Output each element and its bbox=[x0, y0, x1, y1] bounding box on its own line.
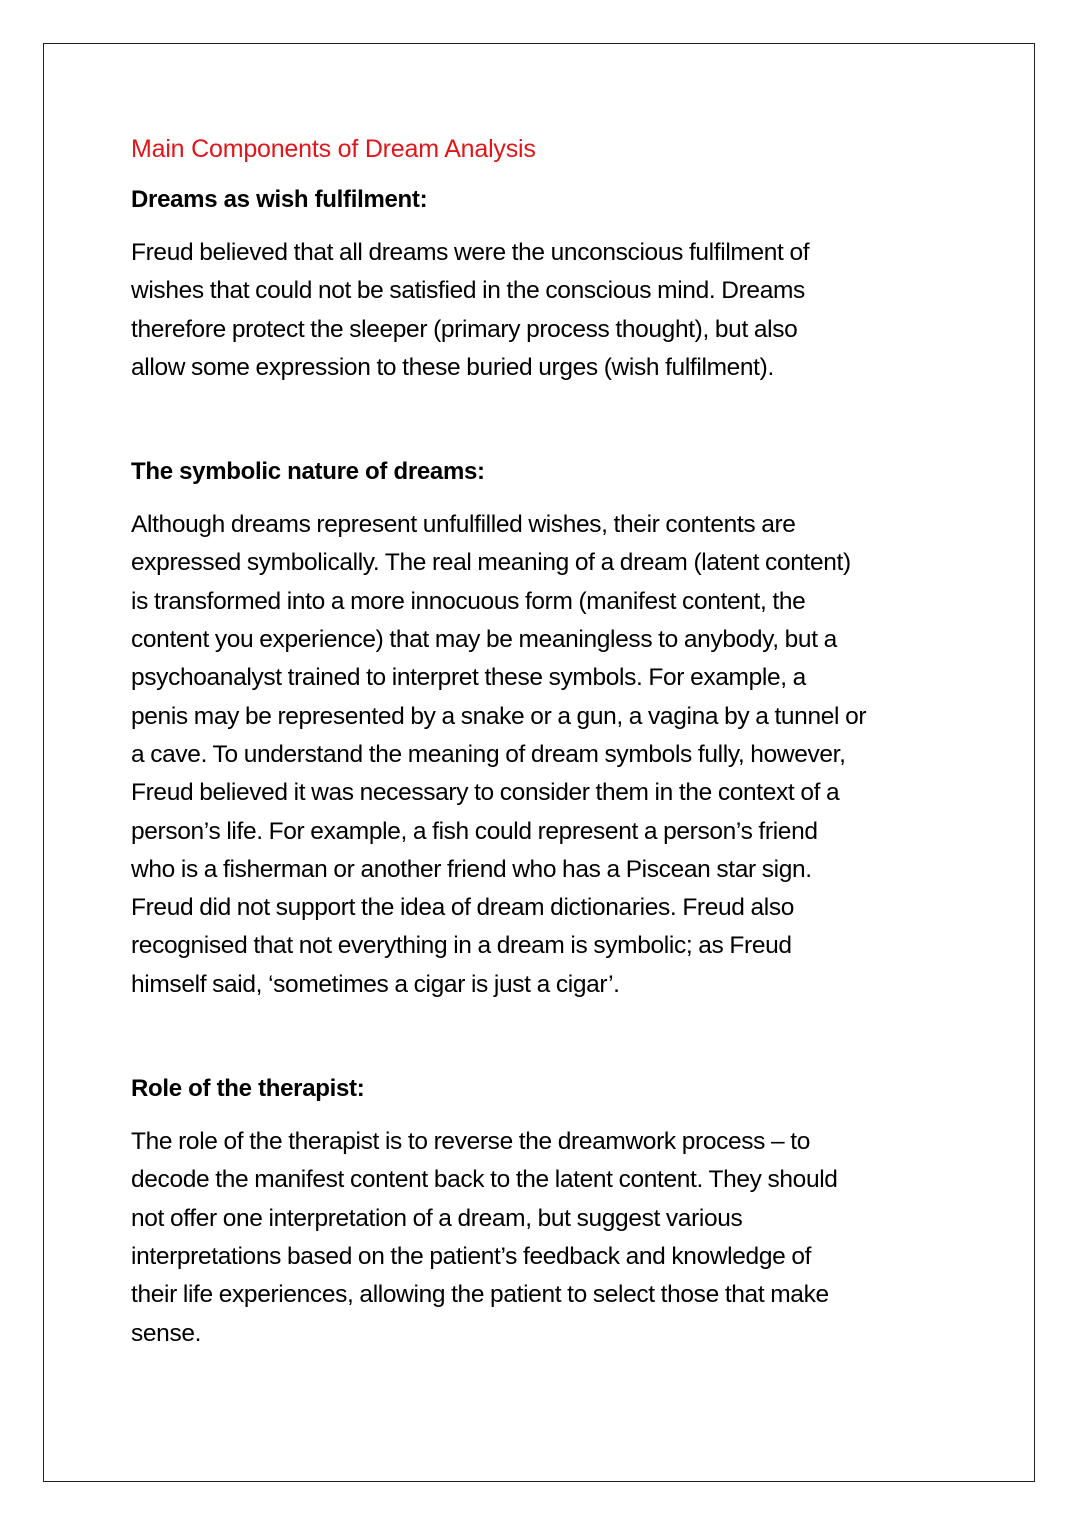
section-symbolic-nature bbox=[131, 454, 961, 1004]
text-line: wishes that could not be satisfied in the conscious mind. Dreams bbox=[131, 277, 805, 305]
text-line: who is a fisherman or another friend who has a Piscean star sign. bbox=[131, 855, 812, 883]
text-line: Freud did not support the idea of dream dictionaries. Freud also bbox=[131, 894, 795, 922]
text-line: expressed symbolically. The real meaning of a dream (latent content) bbox=[131, 549, 851, 577]
section-paragraph bbox=[131, 1123, 961, 1353]
section-role-of-therapist bbox=[131, 1071, 961, 1353]
document-content bbox=[131, 131, 961, 1353]
section-wish-fulfilment bbox=[131, 182, 961, 387]
text-line: recognised that not everything in a dream is symbolic; as Freud bbox=[131, 932, 792, 960]
text-line: person’s life. For example, a fish could represent a person’s friend bbox=[131, 817, 818, 845]
text-line: allow some expression to these buried urges (wish fulfilment). bbox=[131, 353, 774, 381]
text-line: therefore protect the sleeper (primary process thought), but also bbox=[131, 315, 798, 343]
text-line: content you experience) that may be meaningless to anybody, but a bbox=[131, 626, 837, 654]
text-line: Freud believed it was necessary to consider them in the context of a bbox=[131, 779, 840, 807]
section-heading: Dreams as wish fulfilment: bbox=[131, 186, 428, 213]
section-paragraph bbox=[131, 506, 961, 1004]
text-line: their life experiences, allowing the patient to select those that make bbox=[131, 1281, 829, 1309]
text-line: a cave. To understand the meaning of dream symbols fully, however, bbox=[131, 740, 846, 768]
section-paragraph bbox=[131, 234, 961, 387]
document-title: Main Components of Dream Analysis bbox=[131, 135, 536, 163]
text-line: Although dreams represent unfulfilled wishes, their contents are bbox=[131, 511, 796, 539]
text-line: Freud believed that all dreams were the unconscious fulfilment of bbox=[131, 239, 810, 266]
text-line: himself said, ‘sometimes a cigar is just a cigar’. bbox=[131, 970, 620, 998]
section-heading: Role of the therapist: bbox=[131, 1075, 365, 1103]
text-line: is transformed into a more innocuous form (manifest content, the bbox=[131, 587, 806, 615]
text-line: decode the manifest content back to the latent content. They should bbox=[131, 1166, 838, 1194]
text-line: psychoanalyst trained to interpret these symbols. For example, a bbox=[131, 664, 806, 692]
text-line: penis may be represented by a snake or a gun, a vagina by a tunnel or bbox=[131, 702, 867, 730]
text-line: not offer one interpretation of a dream, but suggest various bbox=[131, 1204, 743, 1232]
text-line: sense. bbox=[131, 1319, 202, 1347]
text-line: The role of the therapist is to reverse the dreamwork process – to bbox=[131, 1128, 811, 1156]
section-heading: The symbolic nature of dreams: bbox=[131, 458, 485, 486]
text-line: interpretations based on the patient’s feedback and knowledge of bbox=[131, 1242, 812, 1270]
